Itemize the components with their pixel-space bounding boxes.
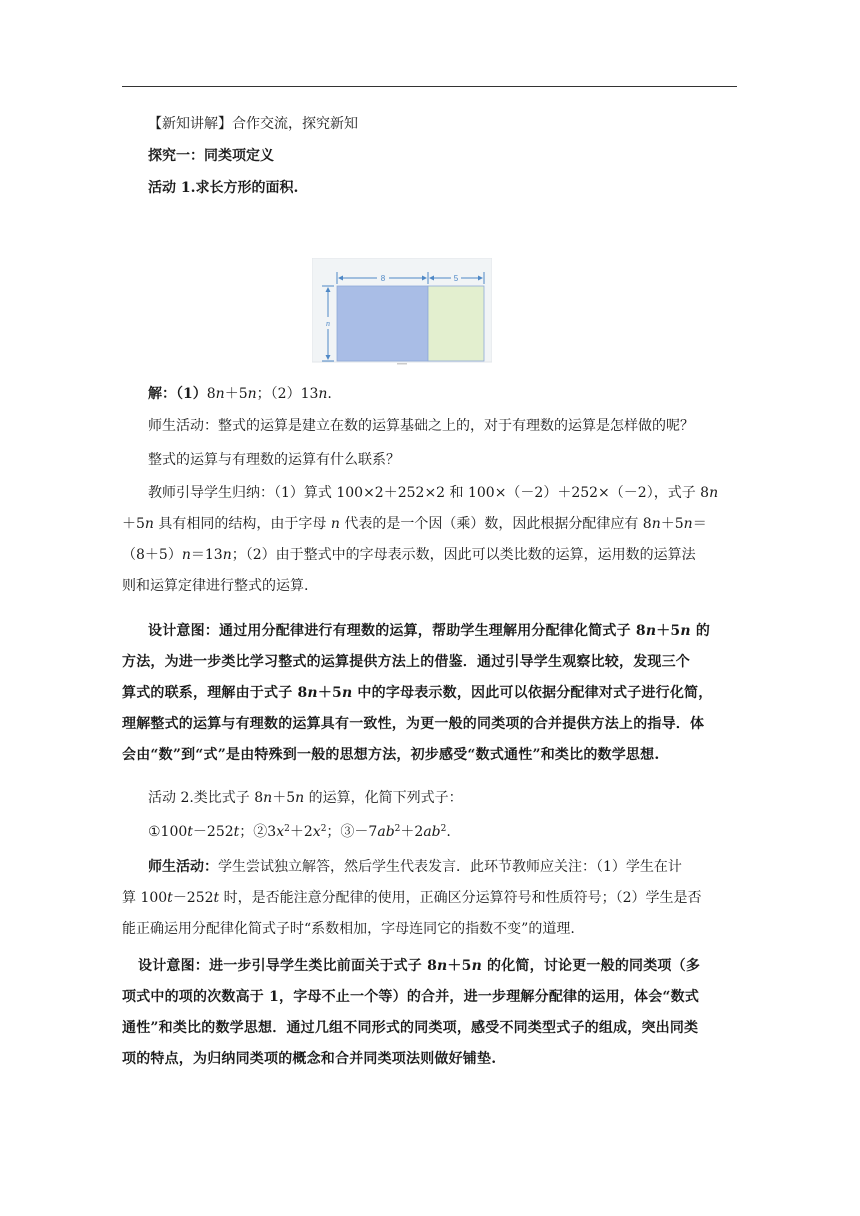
activity-2-title: 活动 2.类比式子 8n＋5n 的运算，化简下列式子： (148, 790, 463, 806)
activity-2-process-line-2: 算 100t－252t 时，是否能注意分配律的使用，正确区分运算符号和性质符号；（2）学生是否 (122, 890, 702, 906)
header-rule (122, 86, 737, 87)
summary-line-2: ＋5n 具有相同的结构，由于字母 n 代表的是一个因（乘）数，因此根据分配律应有 8n＋5n＝ (122, 516, 707, 532)
design-intent-2-line-3: 通性”和类比的数学思想．通过几组不同形式的同类项，感受不同类型式子的组成，突出同类 (122, 1020, 699, 1036)
summary-line-1: 教师引导学生归纳：（1）算式 100×2＋252×2 和 100×（－2）＋252×（－2），式子 8n (148, 485, 719, 501)
solution-line: 解：（1）8n＋5n；（2）13n. (148, 386, 332, 402)
rect-5n (428, 286, 484, 361)
summary-line-3: （8＋5）n＝13n；（2）由于整式中的字母表示数，因此可以类比数的运算，运用数的运算法 (122, 547, 696, 563)
label-5: 5 (453, 274, 459, 283)
activity-2-process-line-3: 能正确运用分配律化简式子时“系数相加，字母连同它的指数不变”的道理. (122, 921, 575, 937)
design-intent-1-line-2: 方法，为进一步类比学习整式的运算提供方法上的借鉴．通过引导学生观察比较，发现三个 (122, 654, 690, 670)
activity-2-process-line-1: 师生活动：学生尝试独立解答，然后学生代表发言．此环节教师应关注：（1）学生在计 (148, 859, 682, 875)
exercise-expressions: ①100t－252t；$②3x^2+2x^2$；$③-7ab^2+2ab^2$. (148, 824, 451, 840)
rectangle-figure (312, 258, 492, 366)
design-intent-2-line-1: 设计意图：进一步引导学生类比前面关于式子 8n＋5n 的化简，讨论更一般的同类项（多 (138, 958, 701, 974)
design-intent-1-line-3: 算式的联系，理解由于式子 8n＋5n 中的字母表示数，因此可以依据分配律对式子进行化简， (122, 685, 713, 701)
label-n: n (326, 319, 330, 328)
rect-8n (337, 286, 428, 361)
activity-1-title: 活动 1.求长方形的面积. (148, 180, 299, 196)
section-heading: 【新知讲解】合作交流，探究新知 (148, 116, 358, 132)
inquiry-title: 探究一：同类项定义 (148, 148, 274, 164)
design-intent-2-line-4: 项的特点，为归纳同类项的概念和合并同类项法则做好铺垫. (122, 1051, 497, 1067)
summary-line-4: 则和运算定律进行整式的运算. (122, 578, 309, 594)
design-intent-1-line-1: 设计意图：通过用分配律进行有理数的运算，帮助学生理解用分配律化简式子 8n＋5n 的 (148, 623, 711, 639)
teacher-student-activity: 师生活动：整式的运算是建立在数的运算基础之上的，对于有理数的运算是怎样做的呢？ (148, 418, 694, 434)
design-intent-2-line-2: 项式中的项的次数高于 1，字母不止一个等）的合并，进一步理解分配律的运用，体会“数式 (122, 989, 700, 1005)
label-8: 8 (380, 274, 386, 283)
question-line: 整式的运算与有理数的运算有什么联系？ (148, 452, 400, 468)
design-intent-1-line-4: 理解整式的运算与有理数的运算具有一致性，为更一般的同类项的合并提供方法上的指导．体 (122, 716, 705, 732)
design-intent-1-line-5: 会由“数”到“式”是由特殊到一般的思想方法，初步感受“数式通性”和类比的数学思想. (122, 747, 660, 763)
